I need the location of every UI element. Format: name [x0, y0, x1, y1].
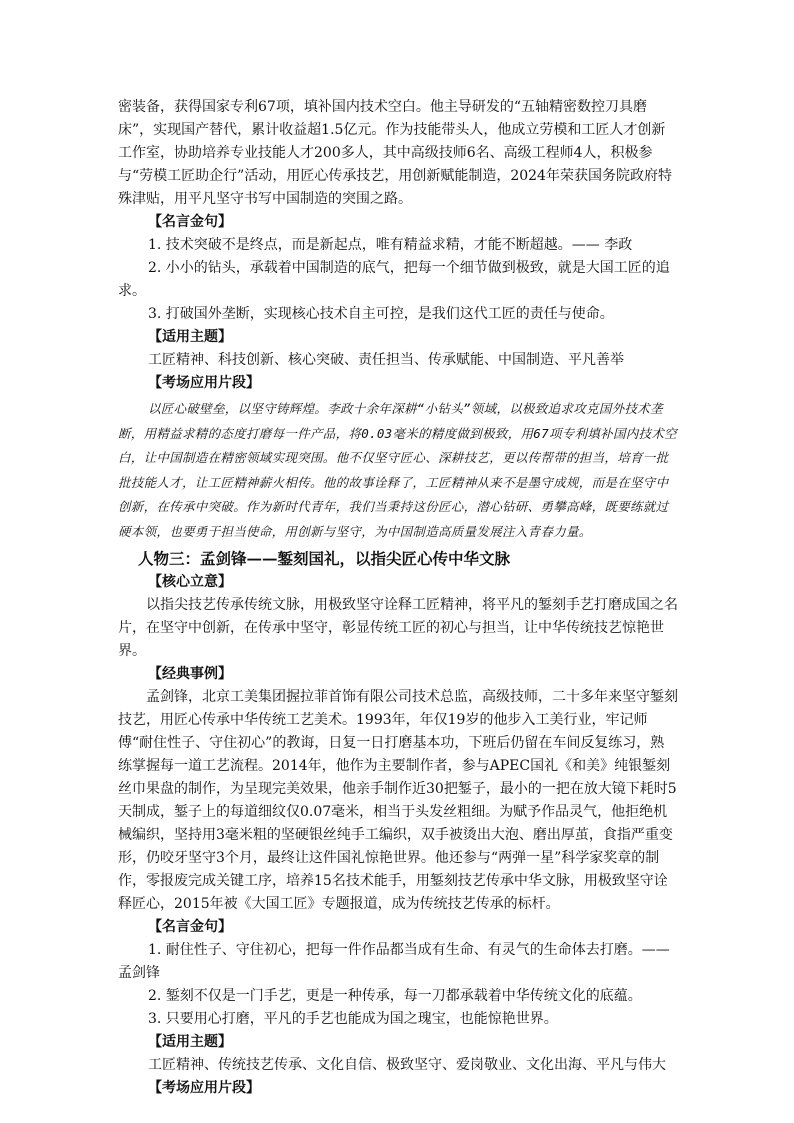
quote-item: 2. 小小的钻头，承载着中国制造的底气，把每一个细节做到极致，就是大国工匠的追求。 — [118, 260, 670, 299]
exam-label: 【考场应用片段】 — [148, 1080, 260, 1096]
quote-item: 3. 打破国外垄断，实现核心技术自主可控，是我们这代工匠的责任与使命。 — [148, 306, 614, 322]
quote-item: 2. 錾刻不仅是一门手艺，更是一种传承，每一刀都承载着中华传统文化的底蕴。 — [148, 988, 642, 1004]
themes-text: 工匠精神、传统技艺传承、文化自信、极致坚守、爱岗敬业、文化出海、平凡与伟大 — [148, 1057, 666, 1073]
quote-item: 1. 技术突破不是终点，而是新起点，唯有精益求精，才能不断超越。—— 李政 — [148, 237, 633, 253]
person-heading: 人物三：孟剑锋——錾刻国礼，以指尖匠心传中华文脉 — [138, 549, 511, 568]
core-label: 【核心立意】 — [148, 574, 232, 590]
document-body — [118, 96, 678, 1100]
quote-item: 3. 只要用心打磨，平凡的手艺也能成为国之瑰宝，也能惊艳世界。 — [148, 1011, 558, 1027]
themes-label: 【适用主题】 — [148, 1034, 232, 1050]
themes-label: 【适用主题】 — [148, 329, 232, 345]
themes-text: 工匠精神、科技创新、核心突破、责任担当、传承赋能、中国制造、平凡善举 — [148, 352, 624, 368]
case-text: 孟剑锋，北京工美集团握拉菲首饰有限公司技术总监，高级技师，二十多年来坚守錾刻技艺，用匠心传承中华传统工艺美术。1993年，年仅19岁的他步入工美行业，牢记师傅“耐住性子、守住初心”的教诲，日复一日打磨基本功，下班后仍留在车间反复练习，熟练掌握每一道工艺流程。2014年，他作为主要制作者，参与APEC国礼《和美》纯银錾刻丝巾果盘的制作，为呈现完美效果，他亲手制作近30把錾子，最小的一把在放大镜下耗时5天制成，錾子上的每道细纹仅0.07毫米，相当于头发丝粗细。为赋予作品灵气，他拒绝机械编织，坚持用3毫米粗的坚硬银丝纯手工编织，双手被烫出大泡、磨出厚茧，食指严重变形，仍咬牙坚守3个月，最终让这件国礼惊艳世界。他还参与“两弹一星”科学家奖章的制作，零报废完成关键工序，培养15名技术能手，用錾刻技艺传承中华文脉，用极致坚守诠释匠心，2015年被《大国工匠》专题报道，成为传统技艺传承的标杆。 — [118, 689, 678, 912]
quotes-label: 【名言金句】 — [148, 214, 232, 230]
exam-label: 【考场应用片段】 — [148, 375, 260, 391]
exam-paragraph: 以匠心破壁垒，以坚守铸辉煌。李政十余年深耕“小钻头”领域，以极致追求攻克国外技术垄断，用精益求精的态度打磨每一件产品，将0.03毫米的精度做到极致，用67项专利填补国内技术空白，让中国制造在精密领域实现突围。他不仅坚守匠心、深耕技艺，更以传帮带的担当，培育一批批技能人才，让工匠精神薪火相传。他的故事诠释了，工匠精神从来不是墨守成规，而是在坚守中创新，在传承中突破。作为新时代青年，我们当秉持这份匠心，潜心钻研、勇攀高峰，既要练就过硬本领，也要勇于担当使命，用创新与坚守，为中国制造高质量发展注入青春力量。 — [118, 401, 677, 539]
quote-item: 1. 耐住性子、守住初心，把每一件作品都当成有生命、有灵气的生命体去打磨。——孟剑锋 — [118, 942, 670, 981]
quotes-label: 【名言金句】 — [148, 919, 232, 935]
case-label: 【经典事例】 — [148, 666, 232, 682]
core-text: 以指尖技艺传承传统文脉，用极致坚守诠释工匠精神，将平凡的錾刻手艺打磨成国之名片，在坚守中创新，在传承中坚守，彰显传统工匠的初心与担当，让中华传统技艺惊艳世界。 — [118, 597, 678, 659]
intro-paragraph: 密装备，获得国家专利67项，填补国内技术空白。他主导研发的“五轴精密数控刀具磨床”，实现国产替代，累计收益超1.5亿元。作为技能带头人，他成立劳模和工匠人才创新工作室，协助培养专业技能人才200多人，其中高级技师6名、高级工程师4人，积极参与“劳模工匠助企行”活动，用匠心传承技艺，用创新赋能制造，2024年荣获国务院政府特殊津贴，用平凡坚守书写中国制造的突围之路。 — [118, 99, 672, 207]
